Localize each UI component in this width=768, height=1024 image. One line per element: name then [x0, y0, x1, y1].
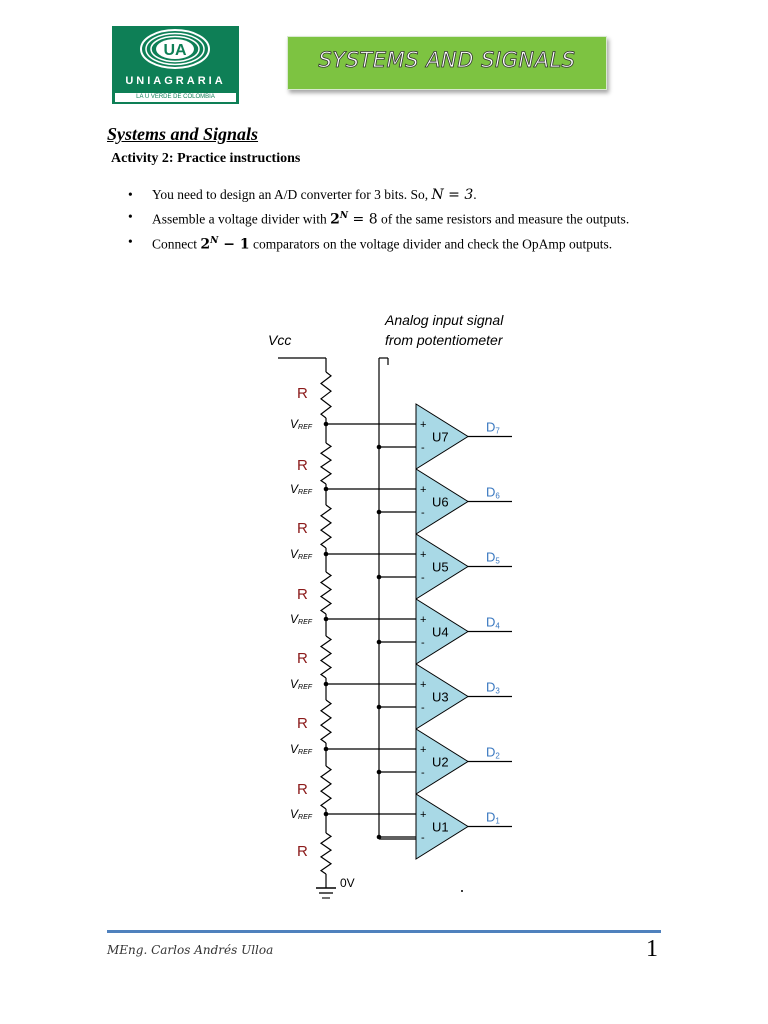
resistor-label: R	[297, 520, 308, 537]
resistor	[321, 443, 331, 484]
math-expression: − 1	[218, 236, 250, 252]
resistor	[321, 766, 331, 809]
footer-author: MEng. Carlos Andrés Ulloa	[107, 943, 274, 957]
resistor-label: R	[297, 781, 308, 798]
vcc-label: Vcc	[268, 332, 292, 348]
university-name: UNIAGRARIA	[125, 75, 226, 87]
comparator-name: U1	[432, 819, 449, 835]
university-logo	[112, 26, 239, 104]
bullet-icon: •	[128, 209, 133, 224]
junction-dot	[377, 510, 382, 515]
instruction-item: • Assemble a voltage divider with $2^N = 8$ of the same resistors and measure the outputs.	[128, 206, 640, 231]
plus-input-label: +	[420, 679, 427, 691]
resistor-label: R	[297, 715, 308, 732]
instruction-list	[128, 184, 668, 255]
comparator-name: U7	[432, 429, 449, 445]
minus-input-label: -	[421, 702, 425, 714]
document-title: Systems and Signals	[107, 124, 259, 144]
output-label: D6	[486, 484, 500, 501]
junction-dot	[377, 640, 382, 645]
junction-dot	[377, 705, 382, 710]
minus-input-label: -	[421, 832, 425, 844]
plus-input-label: +	[420, 809, 427, 821]
instruction-item: • You need to design an A/D converter for 3 bits. So, N = 3.	[128, 184, 668, 206]
page-number: 1	[646, 936, 658, 962]
course-banner	[287, 36, 607, 90]
comparator-name: U5	[432, 559, 449, 575]
resistor	[321, 505, 331, 548]
uniagraria-emblem-icon	[112, 26, 239, 74]
output-label: D5	[486, 549, 500, 566]
minus-input-label: -	[421, 507, 425, 519]
math-base: 2	[330, 211, 340, 228]
vref-label: VREF	[290, 417, 313, 431]
bullet-icon: •	[128, 187, 133, 202]
resistor	[321, 636, 331, 678]
comparator-name: U6	[432, 494, 449, 510]
math-exponent: N	[339, 211, 349, 221]
output-label: D4	[486, 614, 500, 631]
minus-input-label: -	[421, 637, 425, 649]
minus-input-label: -	[421, 767, 425, 779]
resistor-label: R	[297, 586, 308, 603]
vref-label: VREF	[290, 547, 313, 561]
activity-subtitle: Activity 2: Practice instructions	[111, 151, 301, 166]
ground-label: 0V	[340, 876, 355, 890]
plus-input-label: +	[420, 419, 427, 431]
junction-dot	[377, 575, 382, 580]
resistor-label: R	[297, 457, 308, 474]
vref-label: VREF	[290, 742, 313, 756]
junction-dot	[377, 770, 382, 775]
flash-adc-schematic	[240, 300, 540, 910]
plus-input-label: +	[420, 744, 427, 756]
input-label: Analog input signal	[385, 312, 504, 328]
resistor	[321, 833, 331, 874]
input-label: from potentiometer	[385, 332, 503, 348]
junction-dot	[377, 835, 382, 840]
math-expression: N = 3	[431, 187, 474, 203]
output-label: D2	[486, 744, 500, 761]
stray-mark	[461, 890, 463, 892]
output-label: D3	[486, 679, 500, 696]
comparator-name: U3	[432, 689, 449, 705]
university-tagline: LA U VERDE DE COLOMBIA	[115, 93, 236, 102]
output-label: D1	[486, 809, 500, 826]
minus-input-label: -	[421, 572, 425, 584]
vref-label: VREF	[290, 677, 313, 691]
math-exponent: N	[210, 235, 219, 246]
math-base: 2	[200, 236, 211, 252]
vref-label: VREF	[290, 807, 313, 821]
instruction-item: • Connect $2^N - 1$ comparators on the voltage divider and check the OpAmp outputs.	[128, 231, 668, 256]
junction-dot	[377, 445, 382, 450]
resistor	[321, 700, 331, 743]
output-label: D7	[486, 419, 500, 436]
plus-input-label: +	[420, 484, 427, 496]
math-expression: = 8	[348, 211, 378, 228]
course-banner-title: SYSTEMS AND SIGNALS	[318, 48, 576, 72]
comparator-name: U4	[432, 624, 449, 640]
footer-divider	[107, 930, 661, 933]
vref-label: VREF	[290, 482, 313, 496]
resistor-label: R	[297, 385, 308, 402]
resistor	[321, 572, 331, 614]
resistor-label: R	[297, 843, 308, 860]
emblem-text: UA	[163, 42, 187, 59]
plus-input-label: +	[420, 549, 427, 561]
resistor-label: R	[297, 650, 308, 667]
minus-input-label: -	[421, 442, 425, 454]
resistor	[321, 372, 331, 418]
comparator-name: U2	[432, 754, 449, 770]
vref-label: VREF	[290, 612, 313, 626]
bullet-icon: •	[128, 233, 133, 249]
plus-input-label: +	[420, 614, 427, 626]
